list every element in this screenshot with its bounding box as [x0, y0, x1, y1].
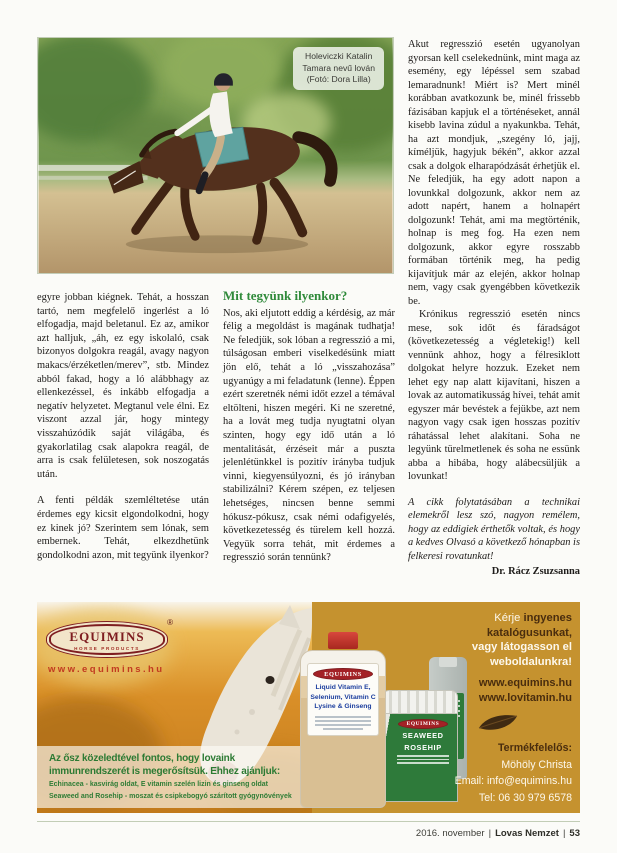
equimins-mini-logo: EQUIMINS — [398, 719, 448, 729]
paragraph: A fenti példák szemléltetése után érdemes egy kicsit elgondolkodni, hogy ez kinek jó? Szerintem sem lónak, sem embernek. Tehát, elkezdhetünk gondolkodni azon, mit tegyünk ilyenkor? — [37, 495, 209, 561]
equimins-logo-text: EQUIMINS — [69, 629, 145, 644]
bottle-label-line-3: Lysine & Ginseng — [314, 703, 372, 711]
equimins-ad-banner — [37, 602, 580, 813]
paragraph: egyre jobban kiégnek. Tehát, a hosszan tartó, nem megfelelő ingerlést a ló elfogadja, majd beletanul. Ez az, amikor azt halljuk, „áh, ez egy iskolaló, csak bizonyos dolgokra reagál, avagy nagyon makacs/érzéketlen/merev”, stb. Mindez abból fakad, hogy a ló alábbhagy az ellenkezéssel, és inkább elfogadja a negatív helyzetet. Megtanul vele élni. Ez viszont azzal jár, hogy mintegy visszahúzódik saját világába, és gyakorlatilag csak alapokra reagál, de arra is csak felületesen, sok noszogatás után. — [37, 292, 209, 480]
paragraph: Krónikus regresszió esetén nincs mese, sok időt és fáradságot (következetesség a végletekig!) kell vennünk ahhoz, hogy a félresiklott dolgokat helyre hozzuk. Ezeket nem lehet egy nap alatt kijavítani, hiszen a lovak az automatikusság hívei, tehát amit egyszer már bevéstek a fejükbe, azt nem nagyon vagy csak igen hosszas pozitív ráhatással lehet alakítani. Soha ne legyünk türelmetlenek és soha ne essünk abba a hibába, hogy alábecsüljük a lovunkat! — [408, 309, 580, 482]
article-photo — [37, 37, 394, 274]
equimins-logo — [49, 618, 173, 655]
cta-line-2: katalógusunkat, — [486, 626, 572, 639]
contact-phone: Tel: 06 30 979 6578 — [478, 791, 572, 804]
url-link-lovitamin[interactable]: www.lovitamin.hu — [478, 691, 572, 704]
cta-line-4: weboldalunkra! — [489, 655, 572, 668]
tub-label-line-2: ROSEHIP — [404, 742, 442, 752]
ad-headline-line-1: Az ősz közeledtével fontos, hogy lovaink — [49, 753, 235, 764]
paragraph: Akut regresszió esetén ugyanolyan gyorsan kell cselekednünk, mint maga az esemény, egy lépéssel sem szabad lemaradnunk! Miért is? Mert minél korábban avatkozunk be, minél frissebb fázisában kapjuk el a történéseket, annál kisebb lavina zúdul a nyakunkba. Tehát, ha azt mondjuk, „szegény ló, jajj, kíméljük, hagyjuk békén”, akkor azzal csak a dolgok elharapódzását érhetjük el. Ne feledjük, ha egy adott napon a lovunkkal dolgozunk, akkor nem az adott napért, hanem a holnapért dolgozunk! Tehát, ami ma megtörténik, holnap is meg fog. Ha ezen nem dolgozunk, akkor egyre rosszabb formában történik meg, ha pedig kijavítjuk már az elején, akkor holnap nem, vagy csak gyengébben következik be. — [408, 39, 580, 307]
cta-text: Kérje — [494, 612, 524, 624]
contact-label: Termékfelelős: — [498, 742, 572, 754]
column-middle — [223, 289, 395, 565]
photo-credit-line-2: Tamara nevű lován — [302, 62, 375, 73]
equimins-logo-tagline: HORSE PRODUCTS — [74, 646, 140, 651]
footer-magazine: Lovas Nemzet — [495, 828, 559, 839]
cta-line-3: vagy látogasson el — [471, 641, 572, 653]
contact-name: Möhöly Christa — [501, 758, 572, 771]
section-heading: Mit tegyünk ilyenkor? — [223, 288, 348, 303]
page-footer — [37, 821, 580, 839]
ad-product-item-2: Seaweed and Rosehip - moszat és csipkebogyó szárított gyógynövények — [49, 793, 292, 800]
column-right — [408, 38, 580, 579]
ad-promo-band — [37, 746, 327, 808]
equimins-brand-url[interactable]: www.equimins.hu — [48, 664, 165, 675]
closing-note: A cikk folytatásában a technikai elemekről lesz szó, nagyon remélem, hogy az eddigiek érthetők voltak, és hogy a kedves Olvasó a következő hónapban is felkeresi rovatunkat! — [408, 496, 580, 562]
photo-credit — [293, 47, 384, 90]
equimins-mini-logo: EQUIMINS — [313, 668, 373, 680]
ad-info-panel — [312, 602, 580, 813]
cta-text: ingyenes — [523, 612, 572, 624]
photo-credit-line-3: (Fotó: Dora Lilla) — [306, 74, 371, 84]
cta-line-1 — [312, 611, 572, 626]
column-left — [37, 291, 209, 562]
author-byline: Dr. Rácz Zsuzsanna — [491, 566, 580, 577]
footer-separator: | — [488, 828, 492, 839]
registered-trademark-icon: ® — [167, 618, 173, 627]
paragraph: Nos, aki eljutott eddig a kérdésig, az már félig a megoldást is magának tudhatja! Ne feledjük, sok lóban a regresszió a mi, túlságosan emberi viselkedésünk miatt jön elő, tehát a ló „visszahozása” ugyanúgy a mi feladatunk (lenne). Éppen ezért szeretnék némi időt ezzel a témával eltölteni, hiszen megéri. Ki ne szeretné, ha a lovát meg tudja nyugtatni olyan szinten, hogy egy idő után a ló mentalitását, érzéseit már a puszta jelenlétünkkel is pozitív irányba tudjuk vinni, kiegyensúlyozni, és jó irányban stabilizálni? Kérem szépen, ez teljesen lehetséges, nincsen benne semmi hókusz-pókusz, csak némi odafigyelés, következetesség és türelem kell hozzá. Vegyük sorra tehát, mit érdemes a regresszió során tennünk? — [223, 307, 395, 564]
url-link-equimins[interactable]: www.equimins.hu — [478, 677, 572, 689]
bottle-label-line-2: Selenium, Vitamin C — [310, 693, 376, 701]
footer-page-number: 53 — [569, 828, 580, 839]
ad-contacts — [312, 740, 572, 806]
bottle-label-line-1: Liquid Vitamin E, — [315, 684, 371, 691]
tub-label-line-1: SEAWEED — [402, 731, 444, 740]
ad-headline-line-2: immunrendszerét is megerősítsük. Ehhez ajánljuk: — [49, 766, 281, 777]
footer-separator: | — [562, 828, 566, 839]
contact-email[interactable]: Email: info@equimins.hu — [454, 775, 572, 787]
photo-credit-line-1: Holeviczki Katalin — [305, 51, 373, 61]
leaf-icon — [312, 713, 520, 735]
ad-product-item-1: Echinacea - kasvirág oldat, E vitamin szelén lizin és ginseng oldat — [49, 781, 269, 788]
footer-date: 2016. november — [415, 828, 485, 839]
